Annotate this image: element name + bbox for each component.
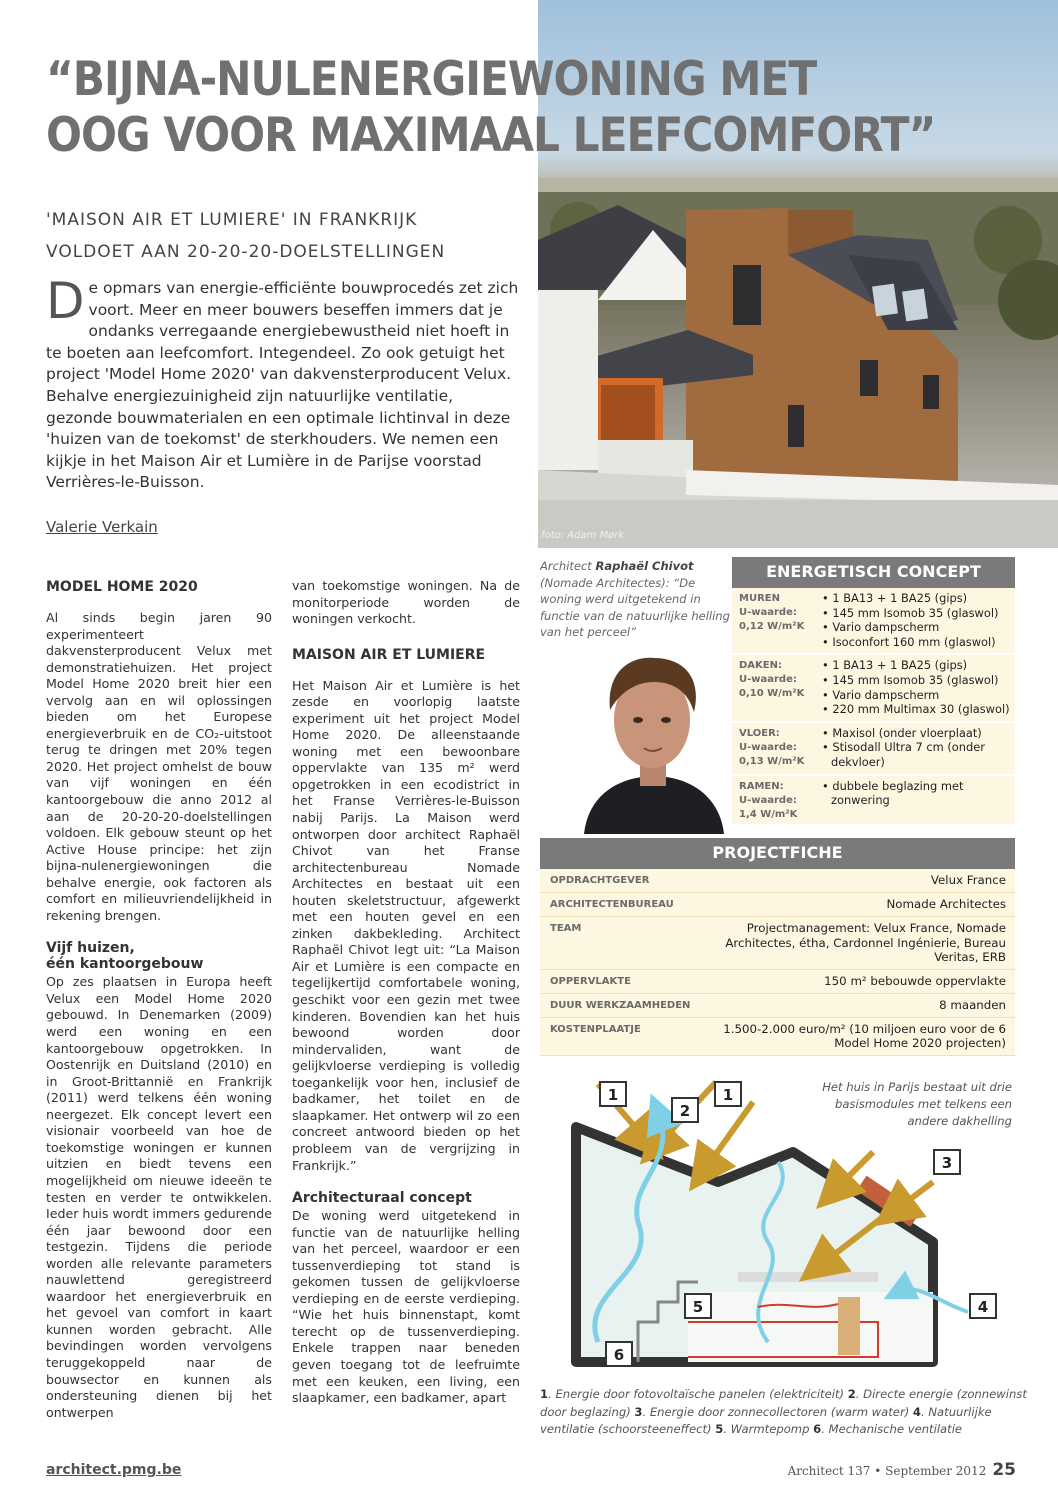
issue-text: Architect 137 • September 2012	[787, 1464, 987, 1478]
diagram-legend	[540, 1386, 1028, 1439]
title-line-1: “BIJNA-NULENERGIEWONING MET	[46, 52, 817, 107]
energy-item: • 145 mm Isomob 35 (glaswol)	[822, 672, 999, 687]
energy-row-label	[732, 776, 816, 824]
project-sheet-key: TEAM	[550, 923, 582, 934]
legend-number: 1	[540, 1387, 549, 1401]
project-sheet-value: 150 m² bebouwde oppervlakte	[824, 973, 1006, 988]
marker-1b: 1	[722, 1086, 734, 1104]
section-heading-architecturaal: Architecturaal concept	[292, 1190, 472, 1207]
energy-item: • 145 mm Isomob 35 (glaswol)	[822, 605, 999, 620]
section-heading-vijf-huizen	[46, 940, 272, 972]
energy-table-title: ENERGETISCH CONCEPT	[732, 557, 1015, 588]
energy-item: • Isoconfort 160 mm (glaswol)	[822, 634, 996, 649]
legend-number: 2	[847, 1387, 856, 1401]
article-subtitle	[46, 204, 526, 268]
legend-text: . Natuurlijke ventilatie (schoorsteeneffect)	[540, 1404, 992, 1436]
energy-label-line: U-waarde:	[739, 607, 797, 618]
paragraph: Het Maison Air et Lumière is het zesde en voorlopig laatste experiment uit het project Model Home 2020. De alleenstaande woning met een bewoonbare oppervlakte van 135 m² werd opgetrokken in een ecodistrict in het Franse Verrières-le-Buisson nabij Parijs. La Maison werd ontworpen door architect Raphaël Chivot van het Franse architectenbureau Nomade Architectes en bestaat uit een houten skeletstructuur, afgewerkt met een houten gevel en een zinken dakbekleding. Architect Raphaël Chivot legt uit: “La Maison Air et Lumière is een compacte en tegelijkertijd comfortabele woning, geschikt voor een gezin met twee kinderen. Bovendien kan het huis bewoond worden door mindervaliden, want de gelijkvloerse verdieping is volledig toegankelijk voor hen, inclusief de badkamer, het toilet en de slaapkamer. Het ontwerp wil zo een concreet antwoord bieden op het probleem van de vergrijzing in Frankrijk.”	[292, 677, 520, 1173]
project-sheet-value: 1.500-2.000 euro/m² (10 miljoen euro voor de 6 Model Home 2020 projecten)	[723, 1021, 1006, 1050]
energy-concept-table	[732, 557, 1015, 826]
project-sheet-value: Projectmanagement: Velux France, Nomade Architectes, étha, Cardonnel Ingénierie, Bureau Veritas, ERB	[725, 921, 1006, 964]
legend-number: 3	[634, 1404, 643, 1419]
legend-text: . Directe energie (zonnewinst door beglazing)	[540, 1387, 1027, 1419]
website-link[interactable]: architect.pmg.be	[46, 1462, 182, 1478]
project-sheet-title: PROJECTFICHE	[540, 838, 1015, 869]
energy-label-line: 0,10 W/m²K	[739, 688, 805, 700]
page-number: 25	[992, 1460, 1016, 1480]
energy-item: • Maxisol (onder vloerplaat)	[822, 725, 982, 740]
paragraph: Op zes plaatsen in Europa heeft Velux een Model Home 2020 gebouwd. In Denemarken (2009) werd een woning en een kantoorgebouw opgetrokken. In Oostenrijk en Duitsland (2010) en in Groot-Brittannië en Frankrijk (2011) werd telkens één woning neergezet. Elk concept levert een visionair voorbeeld van hoe de toekomstige woningen er kunnen uitzien en biedt tevens een mogelijkheid om nieuwe ideeën te testen en verder te ontwikkelen. Ieder huis wordt immers gedurende één jaar bewoond door een testgezin. Tijdens die periode worden alle relevante parameters nauwlettend geregistreerd waardoor het energieverbruik en het gevoel van comfort in kaart kunnen worden gebracht. Alle bevindingen worden vervolgens teruggekoppeld naar de bouwsector en kunnen als ondersteuning dienen bij het ontwerpen	[46, 974, 272, 1420]
project-sheet-value: Nomade Architectes	[886, 897, 1006, 911]
energy-label-line: DAKEN:	[739, 660, 782, 672]
energy-row-label	[732, 723, 816, 774]
project-sheet-row	[540, 917, 1015, 970]
energy-item: • 1 BA13 + 1 BA25 (gips)	[822, 591, 968, 605]
project-sheet-key: KOSTENPLAATJE	[550, 1023, 641, 1035]
energy-item: • 1 BA13 + 1 BA25 (gips)	[822, 658, 968, 673]
marker-6: 6	[613, 1346, 625, 1364]
project-sheet-rows	[540, 869, 1015, 1056]
intro-text: e opmars van energie-efficiënte bouwprocedés zet zich voort. Meer en meer bouwers beseffen immers dat je ondanks verregaande energiebewustheid niet hoeft in te boeten aan leefcomfort. Integendeel. Zo ook getuigt het project 'Model Home 2020' van dakvensterproducent Velux. Behalve energiezuinigheid zijn natuurlijke ventilatie, gezonde bouwmaterialen en een optimale lichtinval in deze 'huizen van de toekomst' de sterkhouders. We nemen een kijkje in het Maison Air et Lumière in de Parijse voorstad Verrières-le-Buisson.	[46, 279, 519, 492]
energy-label-line: RAMEN:	[739, 780, 784, 792]
paragraph: Al sinds begin jaren 90 experimenteert dakvensterproducent Velux met demonstratiehuizen. Het project Model Home 2020 breit hier een vervolg aan en wil oplossingen bieden om het Europese energieverbruik en de CO₂-uitstoot terug te dringen met 20% tegen 2020. Het project omhelst de bouw van vijf woningen en één kantoorgebouw die anno 2012 al aan de 20-20-20-doelstellingen voldoen. Elk gebouw steunt op het Active House principe: het zijn bijna-nulenergiewoningen die behalve energie, ook factoren als comfort en milieuvriendelijkheid in rekening brengen.	[46, 610, 272, 923]
subtitle-line-2: VOLDOET AAN 20-20-20-DOELSTELLINGEN	[46, 242, 446, 262]
project-sheet-value: 8 maanden	[939, 997, 1006, 1012]
energy-label-line: U-waarde:	[739, 794, 797, 806]
portrait-illustration	[574, 648, 730, 834]
legend-text: . Warmtepomp	[723, 1422, 814, 1436]
project-sheet-table	[540, 838, 1015, 1056]
energy-row-items	[816, 776, 1015, 824]
project-sheet-row	[540, 893, 1015, 917]
title-line-2: OOG VOOR MAXIMAAL LEEFCOMFORT”	[46, 108, 936, 163]
project-sheet-row	[540, 1018, 1015, 1056]
energy-item: • Vario dampscherm	[822, 687, 940, 702]
legend-text: . Energie door zonnecollectoren (warm water)	[642, 1404, 913, 1419]
energy-label-line: VLOER:	[739, 727, 780, 739]
marker-3: 3	[941, 1154, 953, 1172]
heading-line: Vijf huizen,	[46, 940, 135, 957]
energy-item: • dubbele beglazing met zonwering	[822, 778, 964, 808]
project-sheet-key: OPDRACHTGEVER	[550, 875, 650, 886]
section-heading-maison: MAISON AIR ET LUMIERE	[292, 646, 486, 663]
energy-item: • Stisodall Ultra 7 cm (onder dekvloer)	[822, 740, 985, 769]
diagram-caption: Het huis in Parijs bestaat uit drie basismodules met telkens een andere dakhelling	[822, 1080, 1012, 1128]
energy-row-items	[816, 655, 1015, 720]
body-column-1	[46, 578, 272, 1421]
energy-item: • 220 mm Multimax 30 (glaswol)	[822, 702, 1010, 717]
legend-number: 4	[912, 1404, 921, 1419]
architect-portrait	[574, 648, 730, 834]
marker-5: 5	[692, 1298, 704, 1316]
energy-row	[732, 723, 1015, 776]
marker-2: 2	[679, 1102, 691, 1120]
project-sheet-key: DUUR WERKZAAMHEDEN	[550, 999, 691, 1011]
photo-credit: foto: Adam Mørk	[541, 530, 625, 541]
project-sheet-key: OPPERVLAKTE	[550, 975, 631, 987]
project-sheet-row	[540, 970, 1015, 994]
subtitle-line-1: 'MAISON AIR ET LUMIERE' IN FRANKRIJK	[46, 210, 418, 230]
energy-label-line: 0,12 W/m²K	[739, 621, 805, 632]
author-link[interactable]: Valerie Verkain	[46, 518, 158, 536]
legend-number: 5	[715, 1422, 724, 1436]
paragraph: De woning werd uitgetekend in functie van de natuurlijke helling van het perceel, waardoor er een tussenverdieping tot stand is gekomen tussen de gelijkvloerse verdieping en de eerste verdieping. “Wie het huis binnenstapt, komt terecht op de tussenverdieping. Enkele trappen naar beneden geven toegang tot de leefruimte met een keuken, een living, een slaapkamer, een badkamer, apart	[292, 1208, 520, 1406]
intro-paragraph	[46, 272, 524, 494]
project-sheet-row	[540, 994, 1015, 1018]
marker-1: 1	[607, 1086, 619, 1104]
energy-row-label	[732, 588, 816, 653]
energy-row	[732, 776, 1015, 826]
energy-label-line: 0,13 W/m²K	[739, 755, 805, 767]
energy-row	[732, 588, 1015, 655]
energy-label-line: U-waarde:	[739, 741, 797, 753]
energy-label-line: MUREN	[739, 593, 780, 604]
legend-text: . Energie door fotovoltaïsche panelen (elektriciteit)	[548, 1387, 848, 1401]
energy-row-items	[816, 723, 1015, 774]
project-sheet-value: Velux France	[930, 873, 1006, 887]
quote-text: (Nomade Architectes): “De woning werd uitgetekend in functie van de natuurlijke helling van het perceel”	[540, 575, 730, 639]
project-sheet-key: ARCHITECTENBUREAU	[550, 899, 674, 910]
body-column-2	[292, 578, 520, 1407]
energy-label-line: U-waarde:	[739, 674, 797, 686]
section-heading-model-home: MODEL HOME 2020	[46, 579, 198, 595]
project-sheet-row	[540, 869, 1015, 893]
energy-rows	[732, 588, 1015, 826]
quote-prefix: Architect	[540, 559, 596, 573]
energy-row	[732, 655, 1015, 722]
article-title	[46, 52, 1046, 164]
issue-info	[788, 1460, 1016, 1480]
energy-row-items	[816, 588, 1015, 653]
drop-cap: D	[46, 272, 85, 330]
energy-row-label	[732, 655, 816, 720]
energy-item: • Vario dampscherm	[822, 620, 940, 635]
architect-name: Raphaël Chivot	[595, 559, 694, 573]
marker-4: 4	[977, 1298, 989, 1316]
heading-line: één kantoorgebouw	[46, 956, 204, 973]
legend-text: . Mechanische ventilatie	[821, 1422, 963, 1436]
paragraph: van toekomstige woningen. Na de monitorperiode worden de woningen verkocht.	[292, 578, 520, 627]
energy-label-line: 1,4 W/m²K	[739, 808, 798, 820]
architect-quote	[540, 558, 730, 641]
legend-number: 6	[813, 1422, 822, 1436]
